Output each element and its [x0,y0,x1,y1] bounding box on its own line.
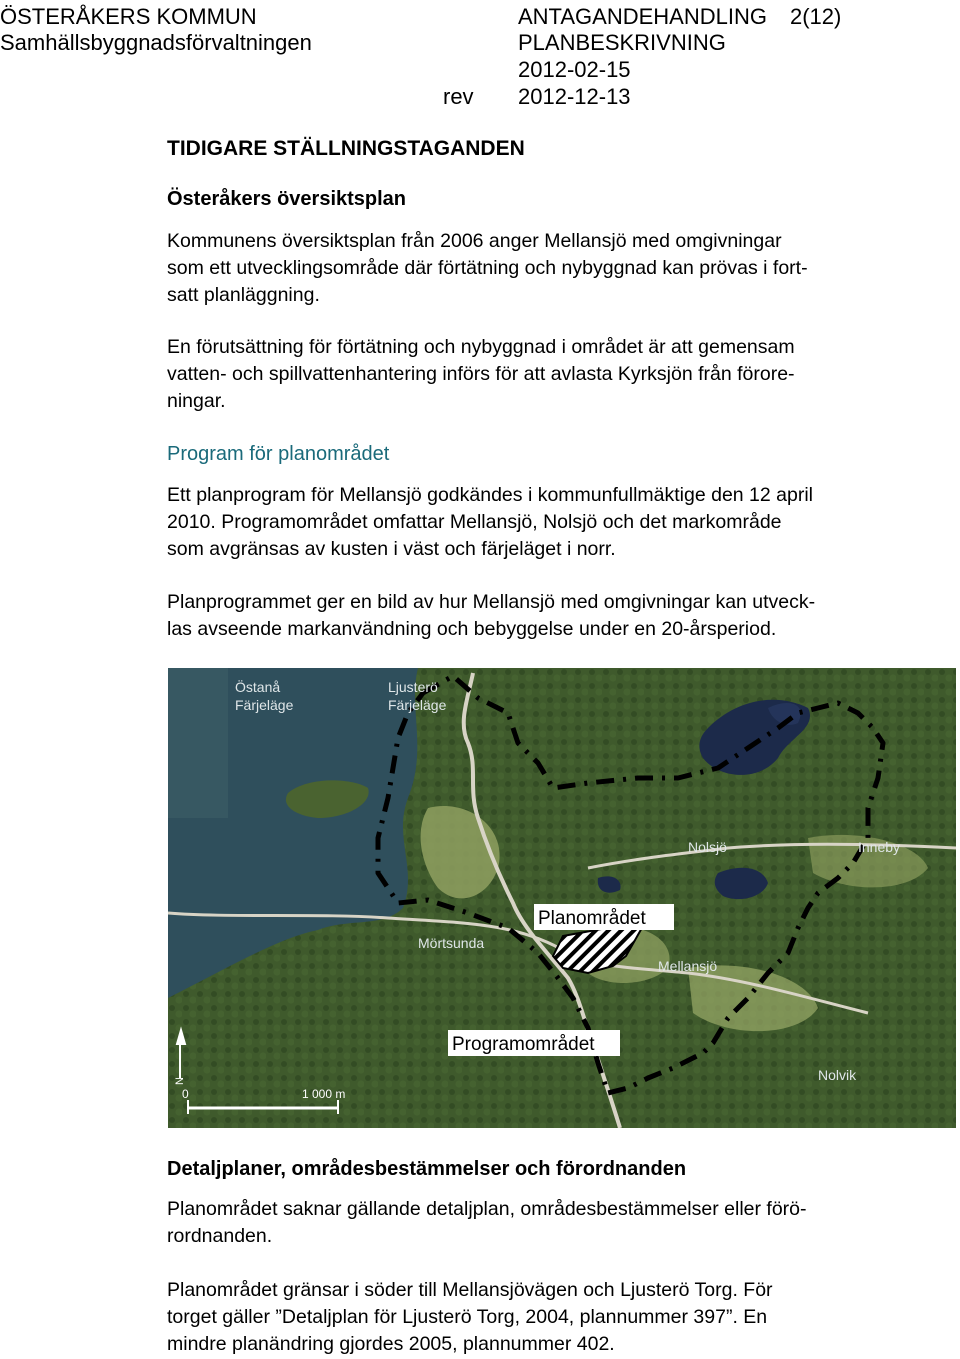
text-line: En förutsättning för förtätning och nybyggnad i området är att gemensam [167,336,795,358]
header-date: 2012-02-15 [518,57,631,82]
text-line: satt planläggning. [167,284,320,306]
map-label-nolvik: Nolvik [818,1067,857,1083]
text-line: Planprogrammet ger en bild av hur Mellansjö med omgivningar kan utveck- [167,591,816,613]
oversiktsplan-title: Österåkers översiktsplan [167,188,407,210]
text-line: vatten- och spillvattenhantering införs för att avlasta Kyrksjön från förore- [167,363,795,385]
oversiktsplan-paragraph-1 [167,228,937,309]
text-line: las avseende markanvändning och bebyggelse under en 20-årsperiod. [167,618,777,640]
program-title: Program för planområdet [167,443,390,465]
scale-label-0: 0 [182,1087,189,1101]
scale-label-1000: 1 000 m [302,1087,346,1101]
map-background [168,668,956,1128]
map-label-programomradet: Programområdet [452,1034,595,1055]
header-rev-label: rev [443,84,474,109]
map-label-nolsjo: Nolsjö [688,839,727,855]
text-line: som ett utvecklingsområde där förtätning och nybyggnad kan prövas i fort- [167,257,808,279]
detaljplaner-paragraph-1 [167,1196,937,1250]
aerial-map [168,668,956,1128]
map-label-mellansjo: Mellansjö [658,958,718,974]
text-line: Planområdet saknar gällande detaljplan, områdesbestämmelser eller förö- [167,1198,807,1220]
detaljplaner-title: Detaljplaner, områdesbestämmelser och förordnanden [167,1158,687,1180]
text-line: mindre planändring gjordes 2005, plannummer 402. [167,1333,615,1355]
header-dept: Samhällsbyggnadsförvaltningen [0,30,312,55]
section-title: TIDIGARE STÄLLNINGSTAGANDEN [167,137,525,160]
map-label-ljustero: Ljusterö [388,679,438,695]
text-line: torget gäller ”Detaljplan för Ljusterö Torg, 2004, plannummer 397”. En [167,1306,768,1328]
header-page-number: 2(12) [790,4,842,29]
map-label-ostana-farjelage: Färjeläge [235,697,294,713]
program-paragraph-2 [167,589,937,643]
header-doc-type: ANTAGANDEHANDLING [518,4,767,29]
text-line: Kommunens översiktsplan från 2006 anger Mellansjö med omgivningar [167,230,782,252]
oversiktsplan-paragraph-2 [167,334,937,415]
header-rev-date: 2012-12-13 [518,84,631,109]
map-label-ljustero-farjelage: Färjeläge [388,697,447,713]
map-label-ostana: Östanå [235,679,281,695]
text-line: ningar. [167,390,226,412]
map-label-inneby: Inneby [858,839,901,855]
map-label-mortsunda: Mörtsunda [418,935,485,951]
text-line: Ett planprogram för Mellansjö godkändes i kommunfullmäktige den 12 april [167,484,814,506]
header-org: ÖSTERÅKERS KOMMUN [0,4,257,29]
sea-water-inner [168,668,228,818]
map-label-planomradet: Planområdet [538,908,646,929]
header-doc-name: PLANBESKRIVNING [518,30,726,55]
program-paragraph-1 [167,482,937,563]
text-line: Planområdet gränsar i söder till Mellansjövägen och Ljusterö Torg. För [167,1279,773,1301]
text-line: 2010. Programområdet omfattar Mellansjö, Nolsjö och det markområde [167,511,782,533]
north-arrow-label: N [174,1077,186,1085]
text-line: rordnanden. [167,1225,273,1247]
text-line: som avgränsas av kusten i väst och färjeläget i norr. [167,538,616,560]
detaljplaner-paragraph-2 [167,1277,937,1358]
